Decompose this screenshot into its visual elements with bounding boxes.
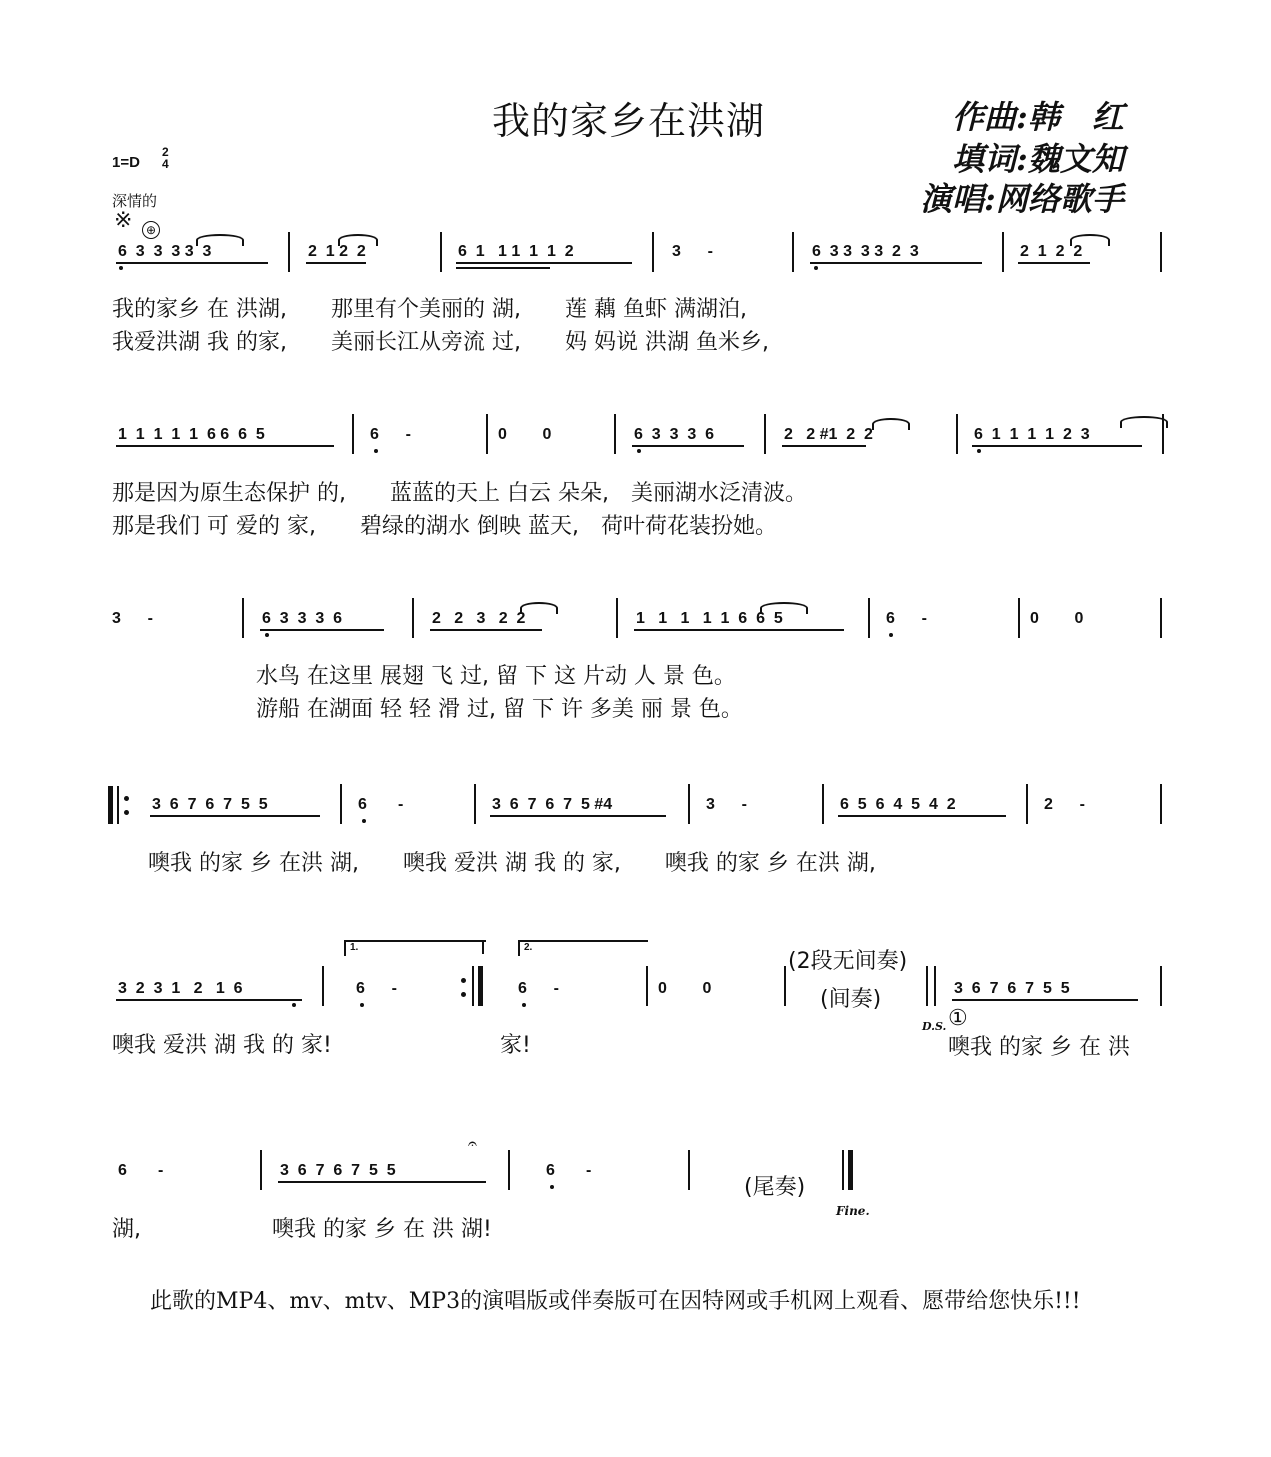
singer-credit: 演唱:网络歌手 [920,180,1124,218]
volta-bracket-1 [344,940,486,956]
measure-19-notes: 3 6 7 6 7 5 5 [152,796,268,813]
measure-13-notes: 3 - [112,610,153,627]
beat-underline [306,262,366,264]
measure-25-notes: 3 2 3 1 2 1 6 [118,980,243,997]
measure-29-notes: 3 6 7 6 7 5 5 [954,980,1070,997]
slur [196,234,244,246]
bar-line [822,784,824,824]
coda-number-icon: ① [948,1006,968,1031]
lyrics-verse-1: 那是因为原生态保护 的, 蓝蓝的天上 白云 朵朵, 美丽湖水泛清波。 [112,481,807,506]
lyrics-coda: 噢我 的家 乡 在 洪 [948,1035,1130,1060]
repeat-end-bar [478,966,483,1006]
measure-12-notes: 6 1 1 1 1 2 3 [974,426,1090,443]
lyrics-verse-1: 我的家乡 在 洪湖, 那里有个美丽的 湖, 莲 藕 鱼虾 满湖泊, [112,297,747,322]
beat-underline [1018,262,1090,264]
slur [338,234,378,246]
low-octave-dot [360,1003,364,1007]
fine-mark: Fine. [836,1204,870,1218]
low-octave-dot [374,449,378,453]
repeat-dot [461,992,466,997]
interlude-label: (间奏) [820,987,882,1012]
beat-underline [810,262,982,264]
bar-line [1160,784,1162,824]
key-signature: 1=D [112,154,140,171]
footer-note: 此歌的MP4、mv、mtv、MP3的演唱版或伴奏版可在因特网或手机网上观看、愿带给您快乐!!! [150,1289,1081,1314]
measure-1-notes: 6 3 3 3 3 3 [118,243,212,260]
bar-line [1160,598,1162,638]
beat-underline [838,815,1006,817]
repeat-dot [124,810,129,815]
measure-5-notes: 6 3 3 3 3 2 3 [812,243,919,260]
measure-6-notes: 2 1 2 2 [1020,243,1083,260]
measure-3-notes: 6 1 1 1 1 1 2 [458,243,574,260]
time-signature [162,146,169,170]
low-octave-dot [119,266,123,270]
low-octave-dot [550,1185,554,1189]
bar-line [956,414,958,454]
bar-line [1160,966,1162,1006]
bar-line [616,598,618,638]
beat-underline [116,445,334,447]
slur [520,602,558,614]
tie [1120,416,1168,428]
bar-line [792,232,794,272]
measure-2-notes: 2 1 2 2 [308,243,366,260]
measure-26-notes: 6 - [356,980,397,997]
bar-line [412,598,414,638]
low-octave-dot [977,449,981,453]
measure-9-notes: 0 0 [498,426,552,443]
segno-icon: ※ [114,208,133,233]
lyrics-verse-2: 那是我们 可 爱的 家, 碧绿的湖水 倒映 蓝天, 荷叶荷花装扮她。 [112,514,777,539]
measure-18-notes: 0 0 [1030,610,1084,627]
slur [760,602,808,614]
fermata-icon: 𝄐 [468,1134,477,1153]
beat-underline [150,815,320,817]
beat-underline [116,999,302,1001]
beat-underline [634,629,844,631]
measure-11-notes: 2 2 #1 2 2 [784,426,873,443]
measure-23-notes: 6 5 6 4 5 4 2 [840,796,956,813]
low-octave-dot [265,633,269,637]
beat-underline [456,267,550,269]
measure-15-notes: 2 2 3 2 2 [432,610,526,627]
volta-number-2: 2. [524,942,533,953]
dal-segno-mark: D.S. [922,1020,947,1033]
bar-line [322,966,324,1006]
beat-underline [116,262,268,264]
beat-underline [952,999,1138,1001]
final-bar [848,1150,853,1190]
bar-line [472,966,474,1006]
lyrics-coda: 噢我 的家 乡 在 洪 湖! [272,1217,492,1242]
lyrics-verse-2: 游船 在湖面 轻 轻 滑 过, 留 下 许 多美 丽 景 色。 [256,697,743,722]
beat-underline [782,445,866,447]
measure-10-notes: 6 3 3 3 6 [634,426,715,443]
measure-31-notes: 3 6 7 6 7 5 5 [280,1162,396,1179]
volta-bracket-2 [518,940,648,956]
low-octave-dot [522,1003,526,1007]
beat-underline [972,445,1142,447]
measure-7-notes: 1 1 1 1 1 6 6 6 5 [118,426,265,443]
measure-32-notes: 6 - [546,1162,592,1179]
bar-line [868,598,870,638]
volta-end [482,940,484,954]
bar-line [688,784,690,824]
lyrics-chorus: 噢我 的家 乡 在洪 湖, 噢我 爱洪 湖 我 的 家, 噢我 的家 乡 在洪 湖, [148,851,876,876]
slur [872,418,910,430]
bar-line [1026,784,1028,824]
measure-28-notes: 0 0 [658,980,712,997]
beat-underline [278,1181,486,1183]
bar-line [440,232,442,272]
bar-line [340,784,342,824]
low-octave-dot [362,819,366,823]
bar-line [784,966,786,1006]
low-octave-dot [637,449,641,453]
bar-line [1018,598,1020,638]
bar-line [842,1150,844,1190]
bar-line [242,598,244,638]
bar-line [1002,232,1004,272]
song-title: 我的家乡在洪湖 [492,99,766,143]
time-signature-top: 2 [162,145,169,159]
lyrics-coda: 湖, [112,1217,141,1242]
bar-line [614,414,616,454]
bar-line [117,786,119,824]
expression-mark: 深情的 [112,192,158,210]
measure-14-notes: 6 3 3 3 6 [262,610,343,627]
bar-line [288,232,290,272]
bar-line [764,414,766,454]
time-signature-bottom: 4 [162,157,169,171]
volta-number-1: 1. [350,942,359,953]
bar-line [652,232,654,272]
beat-underline [456,262,632,264]
beat-underline [490,815,666,817]
bar-line [1160,232,1162,272]
measure-16-notes: 1 1 1 1 1 6 6 5 [636,610,783,627]
repeat-start-bar [108,786,113,824]
bar-line [508,1150,510,1190]
measure-22-notes: 3 - [706,796,747,813]
low-octave-dot [292,1003,296,1007]
repeat-dot [124,796,129,801]
lyrics-verse-2: 我爱洪湖 我 的家, 美丽长江从旁流 过, 妈 妈说 洪湖 鱼米乡, [112,330,769,355]
bar-line [934,966,936,1006]
beat-underline [260,629,384,631]
bar-line [926,966,928,1006]
lyrics-second-ending: 家! [500,1033,531,1058]
bar-line [352,414,354,454]
composer-credit: 作曲:韩 红 [952,98,1124,136]
bar-line [486,414,488,454]
low-octave-dot [814,266,818,270]
bar-line [474,784,476,824]
lyrics-chorus: 噢我 爱洪 湖 我 的 家! [112,1033,332,1058]
lyrics-verse-1: 水鸟 在这里 展翅 飞 过, 留 下 这 片动 人 景 色。 [256,664,736,689]
measure-20-notes: 6 - [358,796,404,813]
measure-27-notes: 6 - [518,980,559,997]
bar-line [646,966,648,1006]
measure-24-notes: 2 - [1044,796,1085,813]
beat-underline [430,629,542,631]
lyricist-credit: 填词:魏文知 [952,140,1124,178]
bar-line [688,1150,690,1190]
beat-underline [632,445,744,447]
low-octave-dot [889,633,893,637]
slur [1070,234,1110,246]
measure-8-notes: 6 - [370,426,411,443]
repeat-dot [461,978,466,983]
measure-30-notes: 6 - [118,1162,164,1179]
measure-21-notes: 3 6 7 6 7 5 #4 [492,796,613,813]
bar-line [1162,414,1164,454]
measure-4-notes: 3 - [672,243,713,260]
measure-17-notes: 6 - [886,610,927,627]
coda-icon: ⊕ [142,219,160,239]
bar-line [260,1150,262,1190]
interlude-note: (2段无间奏) [788,949,908,974]
outro-label: (尾奏) [744,1175,806,1200]
